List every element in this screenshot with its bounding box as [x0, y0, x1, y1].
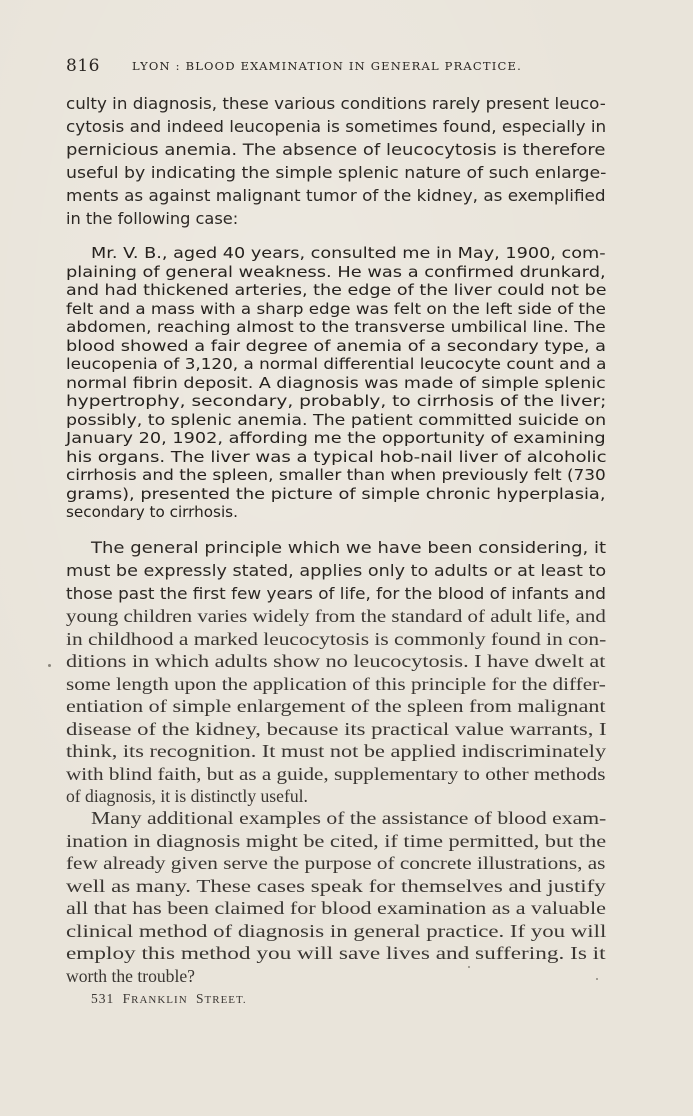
- text-line: leucopenia of 3,120, a normal differential leucocyte count and a: [66, 355, 607, 373]
- text-line: culty in diagnosis, these various conditions rarely present leuco-: [66, 94, 606, 113]
- text-line: The general principle which we have been considering, it: [91, 538, 607, 557]
- page-number: 816: [66, 56, 100, 76]
- text-line: clinical method of diagnosis in general practice. If you will: [66, 920, 607, 941]
- text-line: those past the first few years of life, for the blood of infants and: [66, 584, 606, 603]
- address-number: 531: [91, 991, 115, 1006]
- text-line: few already given serve the purpose of concrete illustrations, as: [66, 853, 606, 873]
- text-line: ditions in which adults show no leucocytosis. I have dwelt at: [66, 651, 606, 671]
- text-line: some length upon the application of this principle for the differ-: [66, 673, 606, 694]
- text-line: Many additional examples of the assistance of blood exam-: [91, 808, 607, 828]
- text-line: cytosis and indeed leucopenia is sometimes found, especially in: [66, 117, 607, 136]
- text-line: think, its recognition. It must not be applied indiscriminately: [66, 741, 607, 761]
- text-line: in childhood a marked leucocytosis is commonly found in con-: [66, 628, 607, 649]
- text-line: possibly, to splenic anemia. The patient committed suicide on: [66, 410, 607, 429]
- text-line: employ this method you will save lives and suffering. Is it: [66, 943, 606, 963]
- text-line: well as many. These cases speak for themselves and justify: [66, 875, 606, 896]
- page-header: [66, 56, 626, 80]
- text-line: ments as against malignant tumor of the kidney, as exemplified: [66, 186, 606, 205]
- text-line: felt and a mass with a sharp edge was felt on the left side of the: [66, 299, 606, 318]
- text-line: all that has been claimed for blood examination as a valuable: [66, 898, 606, 918]
- text-line: useful by indicating the simple splenic nature of such enlarge-: [66, 163, 607, 182]
- text-line: ination in diagnosis might be cited, if time permitted, but the: [66, 830, 607, 851]
- author-address: [91, 991, 247, 1007]
- text-line: cirrhosis and the spleen, smaller than when previously felt (730: [66, 466, 606, 484]
- text-line: abdomen, reaching almost to the transverse umbilical line. The: [66, 318, 606, 336]
- text-line: secondary to cirrhosis.: [66, 503, 238, 521]
- text-line: in the following case:: [66, 209, 239, 228]
- text-line: Mr. V. B., aged 40 years, consulted me in May, 1900, com-: [91, 244, 606, 262]
- text-line: plaining of general weakness. He was a confirmed drunkard,: [66, 262, 606, 281]
- text-line: blood showed a fair degree of anemia of a secondary type, a: [66, 336, 607, 355]
- text-line: January 20, 1902, affording me the opportunity of examining: [66, 429, 606, 447]
- text-line: of diagnosis, it is distinctly useful.: [66, 786, 308, 806]
- text-line: disease of the kidney, because its practical value warrants, I: [66, 718, 607, 739]
- text-line: pernicious anemia. The absence of leucocytosis is therefore: [66, 140, 606, 159]
- address-street-word2-rest: TREET.: [204, 994, 247, 1006]
- running-head: LYON : BLOOD EXAMINATION IN GENERAL PRACTICE.: [132, 59, 522, 73]
- scan-speck: [596, 978, 598, 980]
- scan-speck: [468, 966, 470, 968]
- address-street-word1-initial: F: [122, 991, 132, 1006]
- text-line: young children varies widely from the standard of adult life, and: [66, 606, 606, 626]
- text-line: his organs. The liver was a typical hob-nail liver of alcoholic: [66, 447, 607, 466]
- text-line: entiation of simple enlargement of the spleen from malignant: [66, 696, 606, 716]
- text-line: normal fibrin deposit. A diagnosis was made of simple splenic: [66, 373, 606, 392]
- text-line: grams), presented the picture of simple chronic hyperplasia,: [66, 484, 606, 503]
- text-line: must be expressly stated, applies only to adults or at least to: [66, 561, 607, 580]
- address-street-word2-initial: S: [196, 991, 205, 1006]
- scan-speck: [48, 664, 51, 667]
- text-line: worth the trouble?: [66, 965, 195, 986]
- text-line: hypertrophy, secondary, probably, to cirrhosis of the liver;: [66, 392, 607, 410]
- address-street-word1-rest: RANKLIN: [131, 994, 188, 1006]
- text-line: with blind faith, but as a guide, supplementary to other methods: [66, 763, 606, 784]
- text-line: and had thickened arteries, the edge of the liver could not be: [66, 281, 607, 299]
